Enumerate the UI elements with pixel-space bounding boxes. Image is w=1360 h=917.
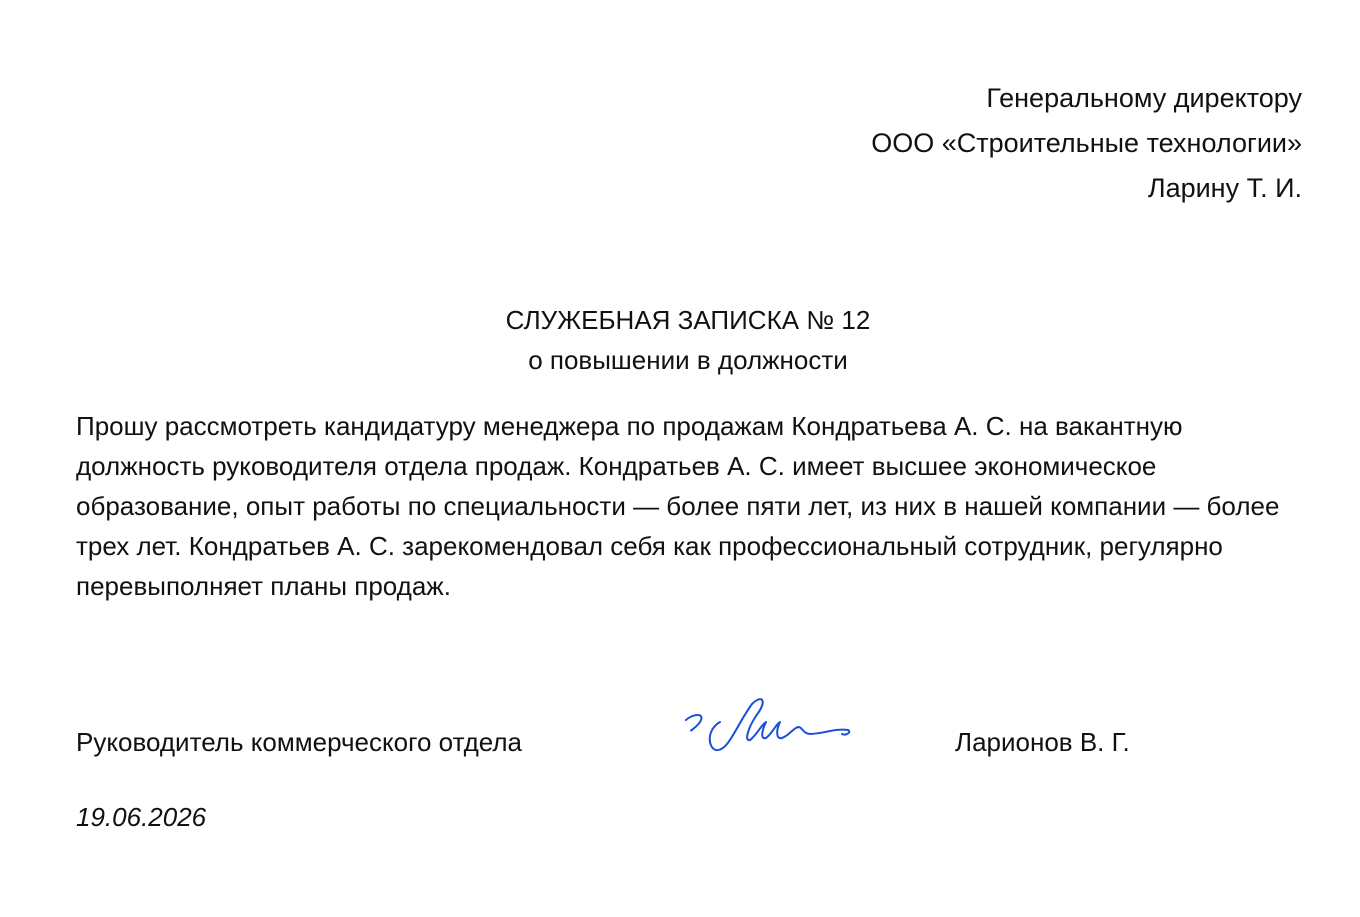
signature-row xyxy=(0,720,1360,764)
document-title: СЛУЖЕБНАЯ ЗАПИСКА № 12 xyxy=(505,305,871,335)
addressee-name: Ларину Т. И. xyxy=(1147,173,1302,203)
signer-position: Руководитель коммерческого отдела xyxy=(76,727,523,757)
handwritten-signature xyxy=(676,690,856,770)
addressee-title: Генеральному директору xyxy=(986,83,1302,113)
document-date: 19.06.2026 xyxy=(76,802,207,832)
addressee-company: ООО «Строительные технологии» xyxy=(871,128,1302,158)
document-subject: о повышении в должности xyxy=(528,345,848,375)
addressee-block xyxy=(871,76,1302,211)
memo-body: Прошу рассмотреть кандидатуру менеджера по продажам Кондратьева А. С. на вакантную должность руководителя отдела продаж. Кондратьев А. С. имеет высшее экономическое образование, опыт работы по специальности — более пяти лет, из них в нашей компании — более трех лет. Кондратьев А. С. зарекомендовал себя как профессиональный сотрудник, регулярно перевыполняет планы продаж. xyxy=(76,411,1280,601)
signer-name: Ларионов В. Г. xyxy=(955,727,1130,757)
document-title-block xyxy=(0,300,1360,380)
